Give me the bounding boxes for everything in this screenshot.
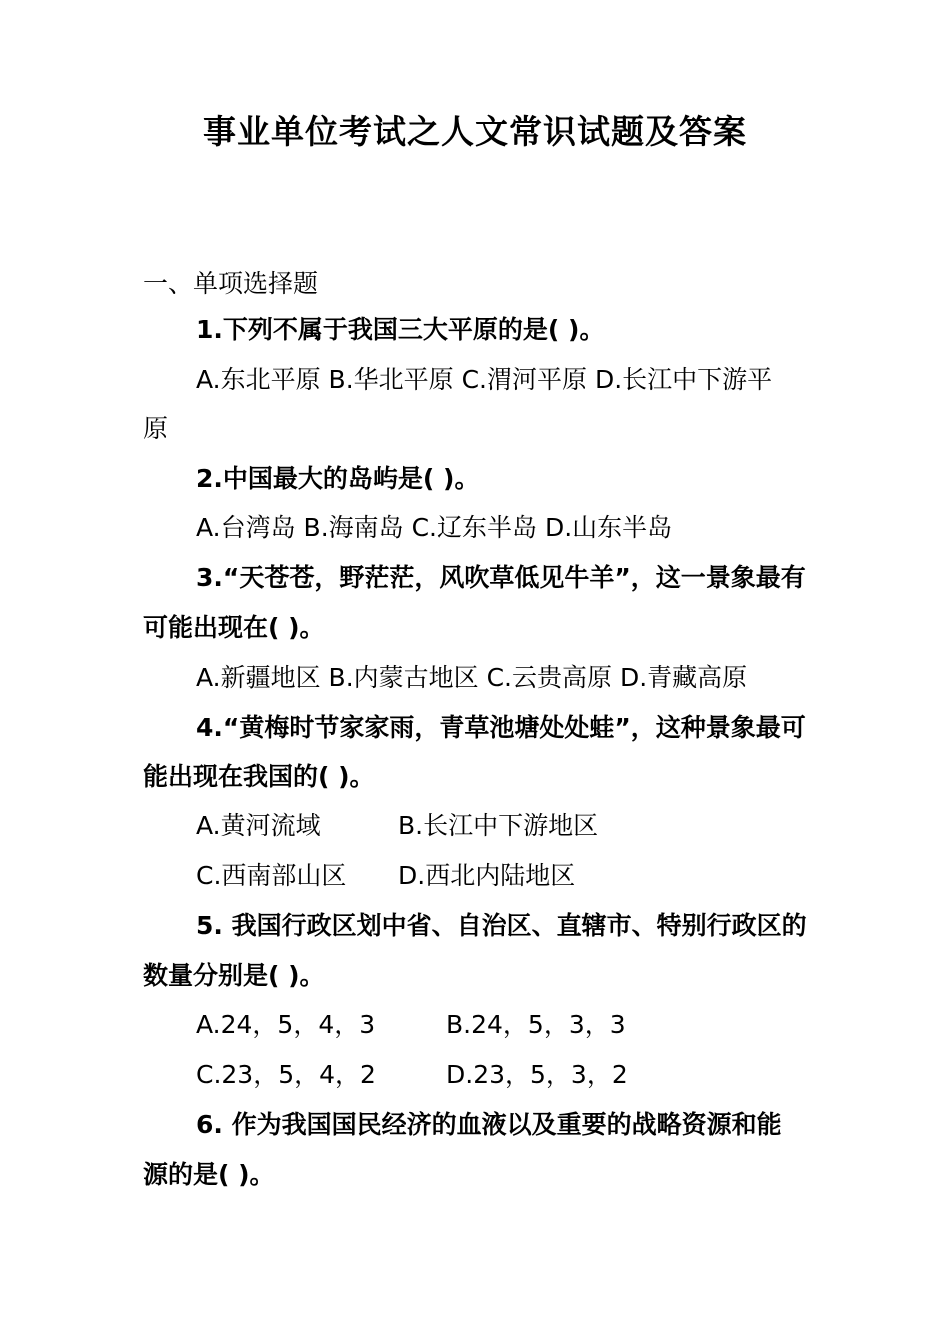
- question-2-options: A.台湾岛 B.海南岛 C.辽东半岛 D.山东半岛: [196, 513, 673, 542]
- question-4-option-b: B.长江中下游地区: [398, 811, 599, 840]
- section-heading: 一、单项选择题: [143, 269, 319, 298]
- question-5-option-d: D.23，5，3，2: [446, 1060, 628, 1089]
- question-4-stem-wrap: 能出现在我国的( )。: [143, 762, 375, 791]
- question-1-options-wrap: 原: [143, 414, 169, 443]
- question-4-option-c: C.西南部山区: [196, 861, 347, 890]
- question-4-option-d: D.西北内陆地区: [398, 861, 576, 890]
- question-3-stem: 3.“天苍苍，野茫茫，风吹草低见牛羊”，这一景象最有: [196, 563, 806, 592]
- question-5-option-c: C.23，5，4，2: [196, 1060, 376, 1089]
- question-2-stem: 2.中国最大的岛屿是( )。: [196, 464, 480, 493]
- question-6-stem-wrap: 源的是( )。: [143, 1160, 275, 1189]
- question-1-stem: 1.下列不属于我国三大平原的是( )。: [196, 315, 605, 344]
- question-5-stem: 5. 我国行政区划中省、自治区、直辖市、特别行政区的: [196, 911, 807, 940]
- question-3-stem-wrap: 可能出现在( )。: [143, 613, 325, 642]
- question-4-stem: 4.“黄梅时节家家雨，青草池塘处处蛙”，这种景象最可: [196, 713, 806, 742]
- question-6-stem: 6. 作为我国国民经济的血液以及重要的战略资源和能: [196, 1110, 782, 1139]
- document-title: 事业单位考试之人文常识试题及答案: [203, 112, 747, 151]
- question-4-option-a: A.黄河流域: [196, 811, 321, 840]
- question-1-options: A.东北平原 B.华北平原 C.渭河平原 D.长江中下游平: [196, 365, 773, 394]
- question-5-option-a: A.24，5，4，3: [196, 1010, 376, 1039]
- question-5-stem-wrap: 数量分别是( )。: [143, 961, 325, 990]
- question-5-option-b: B.24，5，3，3: [446, 1010, 626, 1039]
- question-3-options: A.新疆地区 B.内蒙古地区 C.云贵高原 D.青藏高原: [196, 663, 748, 692]
